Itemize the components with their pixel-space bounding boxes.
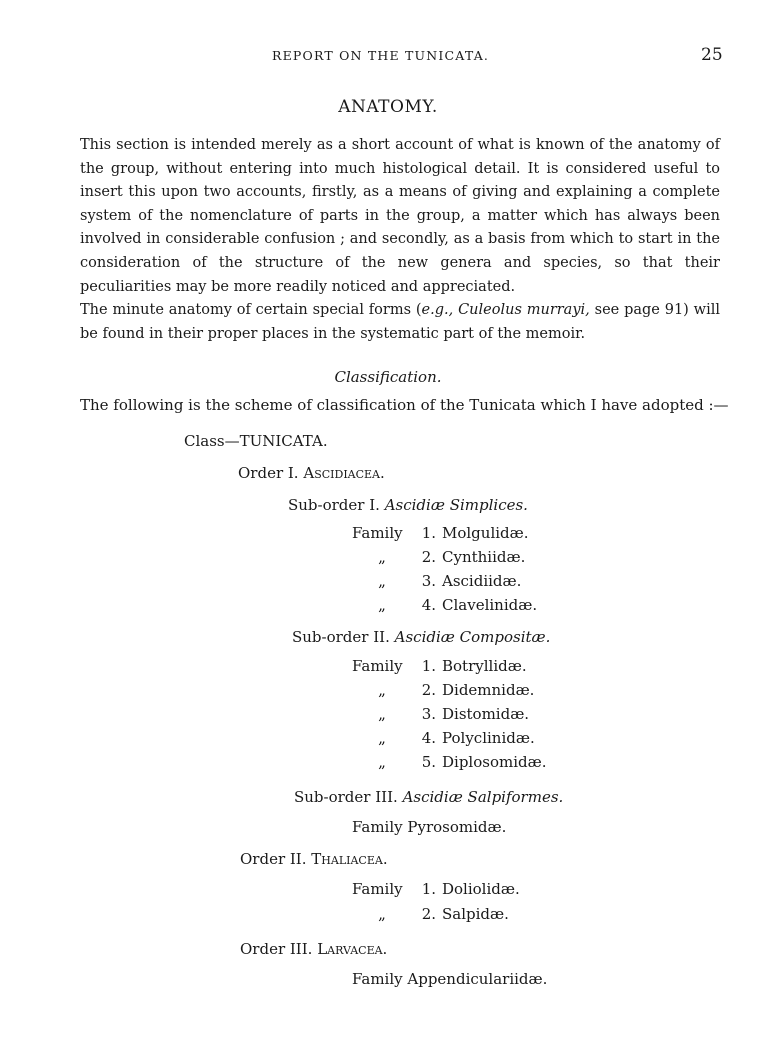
family-row	[352, 596, 537, 614]
family-name: Clavelinidæ.	[442, 596, 538, 614]
paragraph-2-text-a: The minute anatomy of certain special forms (	[80, 302, 422, 318]
family-row	[352, 729, 535, 747]
family-name: Salpidæ.	[442, 905, 509, 923]
family-number: 2.	[421, 548, 436, 566]
ditto-mark: „	[378, 572, 386, 590]
ditto-mark: „	[378, 596, 386, 614]
ditto-mark: „	[378, 548, 386, 566]
order-2	[240, 850, 388, 868]
family-name: Cynthiidæ.	[442, 548, 526, 566]
family-name: Diplosomidæ.	[442, 753, 547, 771]
family-label: Family	[352, 657, 403, 675]
family-row	[352, 572, 521, 590]
suborder-1-prefix: Sub-order I.	[288, 496, 380, 514]
family-name: Ascidiidæ.	[442, 572, 522, 590]
family-row	[352, 681, 534, 699]
order-1	[238, 464, 385, 482]
section-title: ANATOMY.	[338, 97, 438, 117]
ditto-mark: „	[378, 705, 386, 723]
suborder-3-prefix: Sub-order III.	[294, 788, 398, 806]
order-3-name: Larvacea.	[317, 940, 388, 958]
suborder-1	[288, 496, 528, 514]
order-2-name: Thaliacea.	[311, 850, 388, 868]
family-row	[352, 753, 546, 771]
family-number: 2.	[421, 681, 436, 699]
suborder-3	[294, 788, 563, 806]
family-name: Didemnidæ.	[442, 681, 535, 699]
ditto-mark: „	[378, 729, 386, 747]
order-3-prefix: Order III.	[240, 940, 313, 958]
paragraph-1-text: This section is intended merely as a short account of what is known of the anatomy of the group, without entering into much histological detail. It is considered useful to insert this upon two accounts, firstly, as a means of giving and explaining a complete system of the nomenclature of parts in the group, a matter which has always been involved in considerable confusion ; and secondly, as a basis from which to start in the consideration of the structure of the new genera and species, so that their peculiarities may be more readily noticed and appreciated.	[80, 137, 720, 295]
family-number: 3.	[421, 572, 436, 590]
family-number: 4.	[421, 596, 436, 614]
classification-subheading: Classification.	[334, 368, 442, 386]
family-row	[352, 524, 529, 542]
paragraph-2-example: e.g., Culeolus murrayi,	[421, 302, 590, 318]
ditto-mark: „	[378, 905, 386, 923]
family-row	[352, 880, 520, 898]
family-name: Molgulidæ.	[442, 524, 529, 542]
order-2-prefix: Order II.	[240, 850, 307, 868]
ditto-mark: „	[378, 681, 386, 699]
order-1-prefix: Order I.	[238, 464, 299, 482]
suborder-1-name: Ascidiæ Simplices.	[384, 496, 528, 514]
family-number: 1.	[421, 524, 436, 542]
family-number: 3.	[421, 705, 436, 723]
family-label: Family	[352, 524, 403, 542]
family-name: Doliolidæ.	[442, 880, 520, 898]
family-row	[352, 657, 527, 675]
classification-intro: The following is the scheme of classification of the Tunicata which I have adopted :—	[80, 396, 729, 414]
suborder-3-name: Ascidiæ Salpiformes.	[402, 788, 564, 806]
page-number: 25	[701, 45, 723, 65]
family-row	[352, 705, 529, 723]
class-line: Class—TUNICATA.	[184, 432, 328, 450]
family-number: 4.	[421, 729, 436, 747]
order-3	[240, 940, 387, 958]
family-number: 1.	[421, 880, 436, 898]
family-row	[352, 905, 509, 923]
family-name: Botryllidæ.	[442, 657, 527, 675]
family-number: 5.	[421, 753, 436, 771]
family-name: Distomidæ.	[442, 705, 530, 723]
paragraph-2-text-b: see page 91) will be found in their proper places in the systematic part of the memoir.	[80, 302, 721, 342]
suborder-3-family: Family Pyrosomidæ.	[352, 818, 507, 836]
order-3-family: Family Appendiculariidæ.	[352, 970, 548, 988]
family-label: Family	[352, 880, 403, 898]
family-row	[352, 548, 525, 566]
suborder-2	[292, 628, 550, 646]
suborder-2-prefix: Sub-order II.	[292, 628, 390, 646]
running-header: REPORT ON THE TUNICATA.	[272, 48, 490, 63]
order-1-name: Ascidiacea.	[303, 464, 385, 482]
family-number: 2.	[421, 905, 436, 923]
paragraph-2	[80, 299, 720, 346]
paragraph-1	[80, 134, 720, 299]
suborder-2-name: Ascidiæ Compositæ.	[394, 628, 551, 646]
family-name: Polyclinidæ.	[442, 729, 535, 747]
family-number: 1.	[421, 657, 436, 675]
ditto-mark: „	[378, 753, 386, 771]
